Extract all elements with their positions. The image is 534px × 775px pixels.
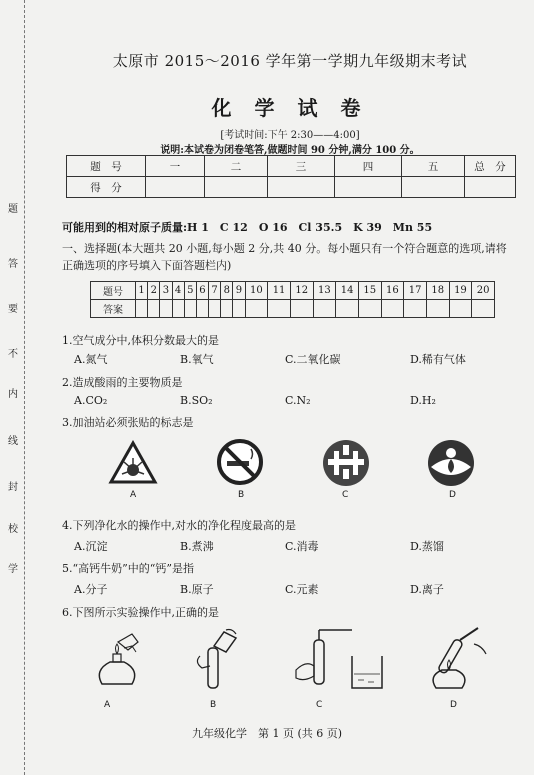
score-cell: [335, 177, 402, 198]
figure-label: C: [342, 490, 349, 500]
score-cell: 二: [205, 156, 268, 177]
answer-label: 答案: [91, 300, 136, 318]
score-table: [66, 155, 516, 198]
exam-note: 说明:本试卷为闭卷笔答,做题时间 90 分钟,满分 100 分。: [160, 145, 420, 156]
score-cell: 四: [335, 156, 402, 177]
answer-number-cell: 13: [313, 282, 336, 300]
option: B.SO₂: [180, 394, 213, 407]
answer-fill-cell[interactable]: [233, 300, 245, 318]
option: A.CO₂: [74, 394, 108, 407]
subject-title: 化 学 试 卷: [211, 96, 369, 120]
score-cell: 五: [402, 156, 465, 177]
recycling-logo-icon: [320, 437, 372, 489]
option: D.离子: [410, 583, 444, 596]
option: D.蒸馏: [410, 540, 444, 553]
option: D.稀有气体: [410, 353, 466, 366]
answer-number-cell: 12: [290, 282, 313, 300]
lab-alcohol-lamp-icon: [88, 628, 146, 688]
answer-number-row: [91, 282, 495, 300]
page-footer: 九年级化学 第 1 页 (共 6 页): [191, 727, 343, 740]
exam-title: 太原市 2015～2016 学年第一学期九年级期末考试: [112, 52, 468, 70]
answer-number-cell: 6: [196, 282, 208, 300]
answer-fill-cell[interactable]: [160, 300, 172, 318]
section-heading: [62, 240, 507, 256]
answer-number-cell: 9: [233, 282, 245, 300]
option: A.沉淀: [74, 540, 108, 553]
answer-number-cell: 1: [136, 282, 148, 300]
score-table-row: [67, 177, 516, 198]
answer-fill-cell[interactable]: [209, 300, 221, 318]
margin-char: 不: [8, 349, 18, 360]
answer-fill-cell[interactable]: [426, 300, 449, 318]
option: B.煮沸: [180, 540, 214, 553]
answer-fill-cell[interactable]: [221, 300, 233, 318]
answer-number-cell: 7: [209, 282, 221, 300]
score-cell: [146, 177, 205, 198]
answer-fill-cell[interactable]: [184, 300, 196, 318]
score-cell: 题 号: [67, 156, 146, 177]
score-cell: [402, 177, 465, 198]
score-cell: [268, 177, 335, 198]
question-stem: 3.加油站必须张贴的标志是: [62, 416, 194, 429]
figure-label: A: [130, 490, 137, 500]
answer-number-cell: 19: [449, 282, 472, 300]
figure-label: B: [238, 490, 245, 500]
answer-number-cell: 11: [268, 282, 291, 300]
atomic-masses: 可能用到的相对原子质量:H 1 C 12 O 16 Cl 35.5 K 39 Mn 55: [62, 221, 433, 234]
answer-fill-cell[interactable]: [336, 300, 359, 318]
score-table-row: [67, 156, 516, 177]
answer-fill-cell[interactable]: [148, 300, 160, 318]
answer-fill-cell[interactable]: [196, 300, 208, 318]
figure-label: C: [316, 700, 323, 710]
answer-fill-cell[interactable]: [381, 300, 404, 318]
figure-label: D: [449, 490, 456, 500]
option: C.二氧化碳: [285, 353, 341, 366]
answer-number-cell: 17: [404, 282, 427, 300]
margin-char: 答: [8, 259, 18, 270]
answer-label: 题号: [91, 282, 136, 300]
answer-number-cell: 2: [148, 282, 160, 300]
explosive-warning-icon: [108, 440, 158, 486]
question-stem: 6.下图所示实验操作中,正确的是: [62, 606, 219, 619]
question-stem: 5.“高钙牛奶”中的“钙”是指: [62, 562, 194, 575]
score-cell: 一: [146, 156, 205, 177]
answer-fill-cell[interactable]: [313, 300, 336, 318]
section-heading-line: 一、选择题(本大题共 20 小题,每小题 2 分,共 40 分。每小题只有一个符合题意的选项,请将: [62, 242, 507, 255]
binding-margin-line: [24, 0, 25, 775]
answer-fill-cell[interactable]: [268, 300, 291, 318]
answer-number-cell: 20: [472, 282, 495, 300]
water-saving-logo-icon: [425, 437, 477, 489]
lab-pour-liquid-icon: [192, 626, 242, 692]
margin-char: 要: [8, 304, 18, 315]
answer-fill-cell[interactable]: [290, 300, 313, 318]
answer-number-cell: 14: [336, 282, 359, 300]
answer-table: [90, 281, 495, 318]
score-cell: [465, 177, 516, 198]
answer-number-cell: 10: [245, 282, 268, 300]
option: A.分子: [74, 583, 108, 596]
lab-test-tube-stopper-icon: [290, 626, 356, 692]
answer-fill-cell[interactable]: [358, 300, 381, 318]
score-cell: [205, 177, 268, 198]
score-cell: 三: [268, 156, 335, 177]
answer-number-cell: 5: [184, 282, 196, 300]
option: C.N₂: [285, 394, 311, 407]
option: C.消毒: [285, 540, 319, 553]
no-smoking-icon: [215, 437, 265, 487]
answer-fill-cell[interactable]: [172, 300, 184, 318]
option: A.氮气: [74, 353, 108, 366]
option: B.原子: [180, 583, 214, 596]
question-stem: 2.造成酸雨的主要物质是: [62, 376, 183, 389]
answer-number-cell: 15: [358, 282, 381, 300]
answer-fill-cell[interactable]: [449, 300, 472, 318]
question-stem: 4.下列净化水的操作中,对水的净化程度最高的是: [62, 519, 296, 532]
margin-char: 线: [8, 436, 18, 447]
lab-heating-test-tube-icon: [422, 624, 492, 694]
score-cell: 总 分: [465, 156, 516, 177]
lab-beaker-icon: [348, 652, 388, 692]
section-heading-cont: 正确选项的序号填入下面答题栏内): [62, 259, 232, 272]
answer-number-cell: 8: [221, 282, 233, 300]
answer-fill-row: [91, 300, 495, 318]
answer-fill-cell[interactable]: [472, 300, 495, 318]
margin-char: 封: [8, 482, 18, 493]
margin-char: 学: [8, 564, 18, 575]
figure-label: D: [450, 700, 457, 710]
answer-fill-cell[interactable]: [136, 300, 148, 318]
exam-time: [考试时间:下午 2:30——4:00]: [220, 130, 360, 141]
option: C.元素: [285, 583, 319, 596]
score-cell: 得 分: [67, 177, 146, 198]
answer-number-cell: 3: [160, 282, 172, 300]
figure-label: A: [104, 700, 111, 710]
margin-char: 题: [8, 204, 18, 215]
answer-number-cell: 4: [172, 282, 184, 300]
option: B.氧气: [180, 353, 214, 366]
answer-fill-cell[interactable]: [404, 300, 427, 318]
question-stem: 1.空气成分中,体积分数最大的是: [62, 334, 219, 347]
answer-fill-cell[interactable]: [245, 300, 268, 318]
margin-char: 校: [8, 524, 18, 535]
margin-char: 内: [8, 389, 18, 400]
figure-label: B: [210, 700, 217, 710]
option: D.H₂: [410, 394, 436, 407]
answer-number-cell: 16: [381, 282, 404, 300]
answer-number-cell: 18: [426, 282, 449, 300]
